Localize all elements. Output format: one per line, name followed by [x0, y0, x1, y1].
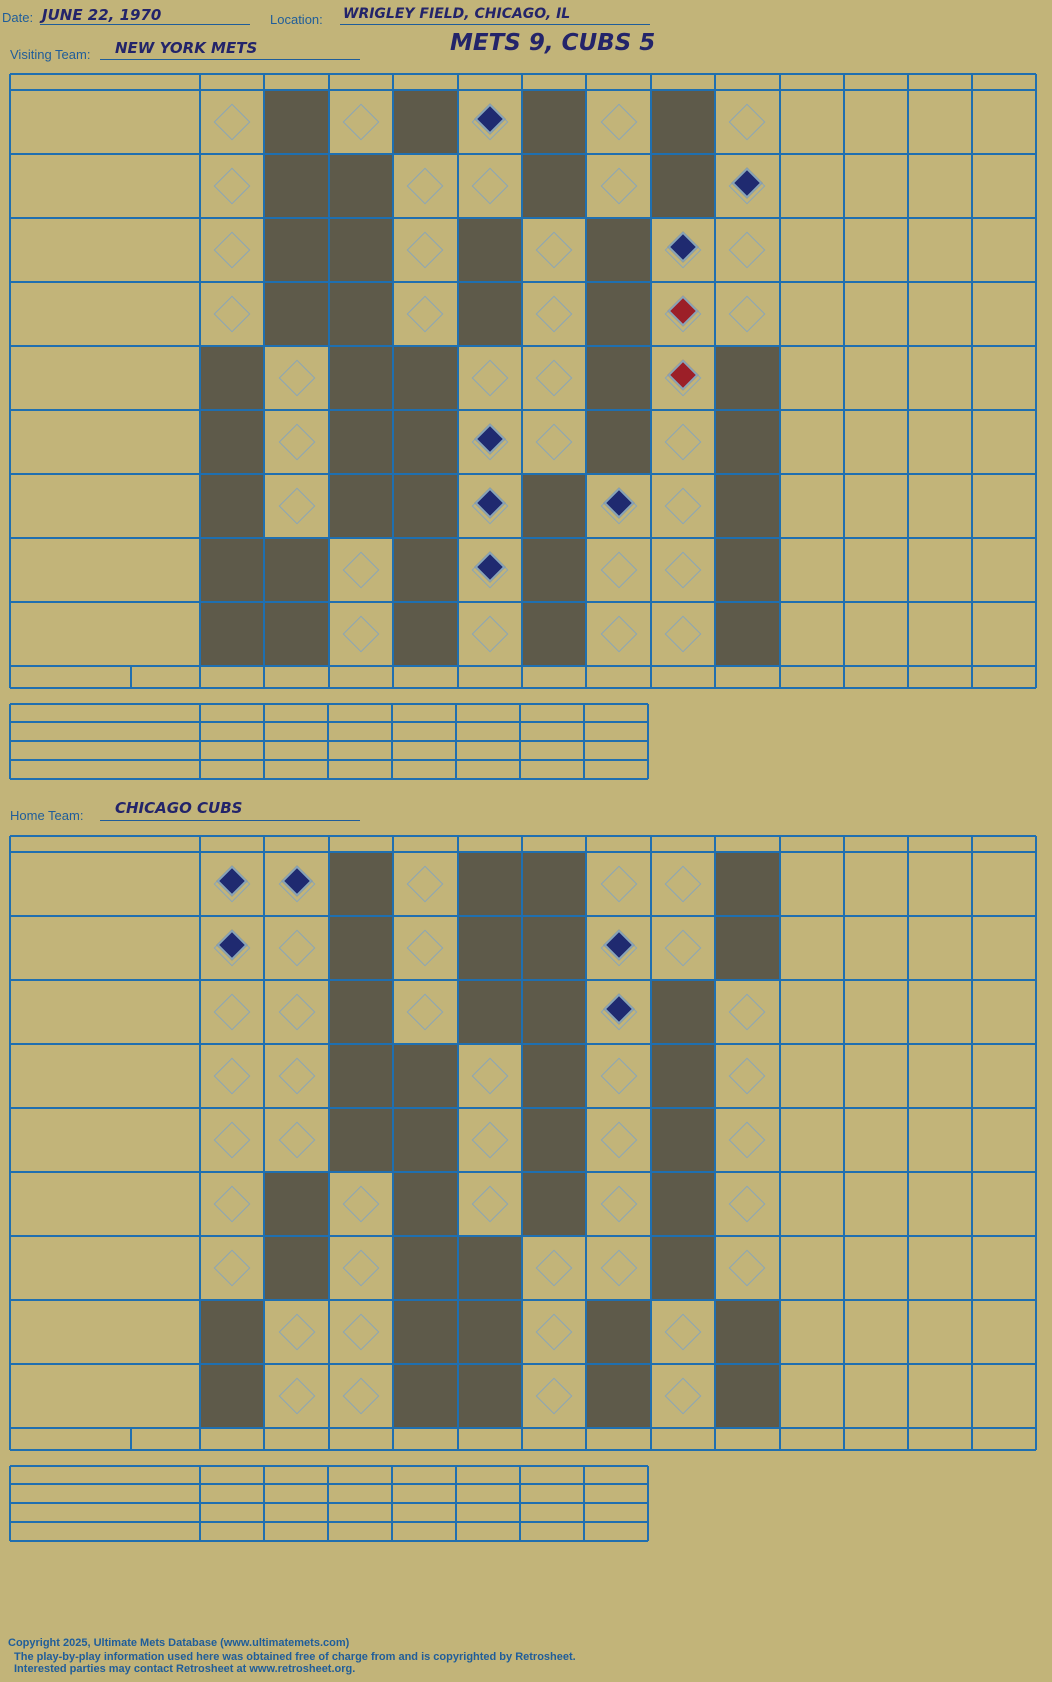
grid-line: [10, 721, 648, 723]
base-diamond: [665, 1378, 702, 1415]
grid-line: [10, 537, 1036, 539]
grid-line: [10, 153, 1036, 155]
grid-line: [457, 836, 459, 1450]
home-pitchers-table: [10, 1466, 648, 1541]
inactive-inning-cell: [393, 1044, 457, 1108]
inactive-inning-cell: [715, 1364, 779, 1428]
base-diamond: [665, 866, 702, 903]
inactive-inning-cell: [458, 1300, 522, 1364]
grid-line: [10, 915, 1036, 917]
base-diamond: [407, 930, 444, 967]
base-diamond: [278, 1314, 315, 1351]
inactive-inning-cell: [522, 602, 586, 666]
inactive-inning-cell: [586, 218, 650, 282]
grid-line: [843, 74, 845, 688]
inactive-inning-cell: [651, 1044, 715, 1108]
inactive-inning-cell: [264, 1172, 328, 1236]
inactive-inning-cell: [651, 154, 715, 218]
inactive-inning-cell: [264, 538, 328, 602]
inactive-inning-cell: [522, 90, 586, 154]
base-diamond: [536, 1378, 573, 1415]
base-diamond: [278, 1122, 315, 1159]
grid-line: [521, 74, 523, 688]
grid-line: [650, 836, 652, 1450]
base-diamond: [536, 424, 573, 461]
grid-line: [10, 473, 1036, 475]
date-label: Date:: [2, 10, 34, 25]
inactive-inning-cell: [264, 602, 328, 666]
grid-line: [130, 666, 132, 688]
inactive-inning-cell: [458, 1364, 522, 1428]
visiting-team-label: Visiting Team:: [10, 47, 91, 62]
inactive-inning-cell: [715, 602, 779, 666]
inactive-inning-cell: [522, 1108, 586, 1172]
base-diamond: [600, 1186, 637, 1223]
grid-line: [10, 759, 648, 761]
base-diamond: [343, 552, 380, 589]
grid-line: [971, 836, 973, 1450]
inactive-inning-cell: [522, 916, 586, 980]
base-diamond: [471, 1122, 508, 1159]
base-diamond: [214, 232, 251, 269]
grid-line: [9, 836, 11, 1450]
inactive-inning-cell: [522, 154, 586, 218]
inactive-inning-cell: [393, 1300, 457, 1364]
grid-line: [263, 74, 265, 688]
visiting-scorecard: [10, 74, 1036, 688]
inactive-inning-cell: [200, 346, 264, 410]
inactive-inning-cell: [393, 1236, 457, 1300]
base-diamond: [278, 1058, 315, 1095]
base-diamond: [278, 424, 315, 461]
grid-line: [10, 1540, 648, 1542]
grid-line: [907, 74, 909, 688]
grid-line: [10, 778, 648, 780]
grid-line: [843, 836, 845, 1450]
inactive-inning-cell: [393, 1172, 457, 1236]
base-diamond: [278, 994, 315, 1031]
home-scorecard: [10, 836, 1036, 1450]
base-diamond: [214, 1250, 251, 1287]
inactive-inning-cell: [651, 90, 715, 154]
base-diamond: [278, 360, 315, 397]
base-diamond: [343, 1250, 380, 1287]
base-diamond: [471, 1186, 508, 1223]
base-diamond: [729, 1250, 766, 1287]
base-diamond: [729, 1186, 766, 1223]
base-diamond: [600, 616, 637, 653]
inactive-inning-cell: [393, 410, 457, 474]
inactive-inning-cell: [329, 1108, 393, 1172]
inactive-inning-cell: [200, 474, 264, 538]
inactive-inning-cell: [200, 1300, 264, 1364]
grid-line: [1035, 74, 1037, 688]
grid-line: [10, 1483, 648, 1485]
footer-contact: Interested parties may contact Retrosheet at www.retrosheet.org.: [14, 1663, 356, 1675]
inactive-inning-cell: [715, 346, 779, 410]
base-diamond: [536, 232, 573, 269]
inactive-inning-cell: [329, 346, 393, 410]
inactive-inning-cell: [522, 474, 586, 538]
inactive-inning-cell: [715, 538, 779, 602]
base-diamond: [343, 1186, 380, 1223]
inactive-inning-cell: [715, 474, 779, 538]
base-diamond: [729, 1058, 766, 1095]
inactive-inning-cell: [586, 282, 650, 346]
base-diamond: [343, 616, 380, 653]
inactive-inning-cell: [458, 282, 522, 346]
base-diamond: [729, 296, 766, 333]
base-diamond: [214, 994, 251, 1031]
base-diamond: [278, 488, 315, 525]
grid-line: [10, 1502, 648, 1504]
grid-line: [10, 601, 1036, 603]
visiting-team-value: NEW YORK METS: [115, 39, 258, 57]
base-diamond: [407, 168, 444, 205]
grid-line: [521, 836, 523, 1450]
inactive-inning-cell: [329, 916, 393, 980]
grid-line: [10, 1465, 648, 1467]
base-diamond: [471, 360, 508, 397]
grid-line: [10, 1521, 648, 1523]
inactive-inning-cell: [264, 154, 328, 218]
inactive-inning-cell: [458, 916, 522, 980]
location-label: Location:: [270, 12, 323, 27]
inactive-inning-cell: [329, 282, 393, 346]
inactive-inning-cell: [651, 1236, 715, 1300]
base-diamond: [214, 1058, 251, 1095]
grid-line: [10, 979, 1036, 981]
base-diamond: [665, 1314, 702, 1351]
inactive-inning-cell: [715, 916, 779, 980]
base-diamond: [278, 930, 315, 967]
grid-line: [10, 1299, 1036, 1301]
grid-line: [10, 1235, 1036, 1237]
inactive-inning-cell: [329, 1044, 393, 1108]
grid-line: [10, 835, 1036, 837]
grid-line: [10, 1427, 1036, 1429]
inactive-inning-cell: [393, 538, 457, 602]
inactive-inning-cell: [264, 218, 328, 282]
base-diamond: [665, 488, 702, 525]
grid-line: [714, 836, 716, 1450]
home-team-label: Home Team:: [10, 808, 84, 823]
grid-line: [263, 836, 265, 1450]
base-diamond: [278, 1378, 315, 1415]
grid-line: [10, 1107, 1036, 1109]
visiting-pitchers-table: [10, 704, 648, 779]
base-diamond: [600, 104, 637, 141]
base-diamond: [214, 1122, 251, 1159]
grid-line: [10, 851, 1036, 853]
base-diamond: [214, 104, 251, 141]
base-diamond: [600, 168, 637, 205]
inactive-inning-cell: [458, 980, 522, 1044]
base-diamond: [407, 296, 444, 333]
grid-line: [10, 89, 1036, 91]
inactive-inning-cell: [393, 90, 457, 154]
inactive-inning-cell: [715, 852, 779, 916]
grid-line: [10, 703, 648, 705]
inactive-inning-cell: [393, 474, 457, 538]
grid-line: [1035, 836, 1037, 1450]
inactive-inning-cell: [586, 1300, 650, 1364]
grid-line: [650, 74, 652, 688]
grid-line: [10, 281, 1036, 283]
inactive-inning-cell: [200, 602, 264, 666]
base-diamond: [600, 1250, 637, 1287]
grid-line: [10, 1449, 1036, 1451]
base-diamond: [665, 552, 702, 589]
inactive-inning-cell: [586, 346, 650, 410]
grid-line: [585, 74, 587, 688]
base-diamond: [343, 1378, 380, 1415]
grid-line: [779, 836, 781, 1450]
base-diamond: [214, 296, 251, 333]
inactive-inning-cell: [329, 852, 393, 916]
grid-line: [907, 836, 909, 1450]
grid-line: [10, 1171, 1036, 1173]
home-team-value: CHICAGO CUBS: [115, 799, 243, 817]
inactive-inning-cell: [329, 980, 393, 1044]
inactive-inning-cell: [651, 1108, 715, 1172]
inactive-inning-cell: [522, 1044, 586, 1108]
inactive-inning-cell: [522, 1172, 586, 1236]
inactive-inning-cell: [586, 1364, 650, 1428]
base-diamond: [407, 866, 444, 903]
grid-line: [199, 74, 201, 688]
inactive-inning-cell: [264, 282, 328, 346]
grid-line: [328, 74, 330, 688]
inactive-inning-cell: [586, 410, 650, 474]
inactive-inning-cell: [200, 410, 264, 474]
inactive-inning-cell: [329, 474, 393, 538]
inactive-inning-cell: [651, 1172, 715, 1236]
inactive-inning-cell: [393, 602, 457, 666]
location-value: WRIGLEY FIELD, CHICAGO, IL: [343, 6, 571, 22]
base-diamond: [214, 168, 251, 205]
grid-line: [714, 74, 716, 688]
inactive-inning-cell: [329, 154, 393, 218]
grid-line: [130, 1428, 132, 1450]
base-diamond: [600, 866, 637, 903]
grid-line: [457, 74, 459, 688]
grid-line: [10, 1043, 1036, 1045]
grid-line: [392, 74, 394, 688]
inactive-inning-cell: [329, 410, 393, 474]
base-diamond: [536, 1314, 573, 1351]
inactive-inning-cell: [393, 1108, 457, 1172]
grid-line: [10, 409, 1036, 411]
inactive-inning-cell: [522, 980, 586, 1044]
base-diamond: [407, 994, 444, 1031]
inactive-inning-cell: [264, 90, 328, 154]
inactive-inning-cell: [715, 410, 779, 474]
base-diamond: [536, 1250, 573, 1287]
base-diamond: [407, 232, 444, 269]
base-diamond: [665, 930, 702, 967]
base-diamond: [536, 360, 573, 397]
base-diamond: [343, 1314, 380, 1351]
base-diamond: [729, 994, 766, 1031]
inactive-inning-cell: [200, 1364, 264, 1428]
base-diamond: [600, 552, 637, 589]
inactive-inning-cell: [393, 346, 457, 410]
inactive-inning-cell: [200, 538, 264, 602]
inactive-inning-cell: [522, 538, 586, 602]
base-diamond: [729, 232, 766, 269]
footer-retrosheet: The play-by-play information used here was obtained free of charge from and is copyrighted by Retrosheet.: [14, 1651, 576, 1663]
grid-line: [779, 74, 781, 688]
base-diamond: [214, 1186, 251, 1223]
inactive-inning-cell: [264, 1236, 328, 1300]
grid-line: [971, 74, 973, 688]
grid-line: [10, 217, 1036, 219]
grid-line: [10, 665, 1036, 667]
inactive-inning-cell: [458, 218, 522, 282]
inactive-inning-cell: [458, 1236, 522, 1300]
base-diamond: [536, 296, 573, 333]
grid-line: [585, 836, 587, 1450]
base-diamond: [600, 1058, 637, 1095]
footer-copyright: Copyright 2025, Ultimate Mets Database (www.ultimatemets.com): [8, 1637, 350, 1649]
base-diamond: [729, 104, 766, 141]
grid-line: [392, 836, 394, 1450]
inactive-inning-cell: [329, 218, 393, 282]
base-diamond: [600, 1122, 637, 1159]
date-value: JUNE 22, 1970: [42, 6, 162, 24]
base-diamond: [729, 1122, 766, 1159]
inactive-inning-cell: [458, 852, 522, 916]
base-diamond: [343, 104, 380, 141]
grid-line: [10, 345, 1036, 347]
grid-line: [199, 836, 201, 1450]
base-diamond: [665, 616, 702, 653]
inactive-inning-cell: [715, 1300, 779, 1364]
base-diamond: [471, 616, 508, 653]
score-title: METS 9, CUBS 5: [450, 30, 656, 56]
grid-line: [9, 74, 11, 688]
grid-line: [10, 1363, 1036, 1365]
inactive-inning-cell: [393, 1364, 457, 1428]
inactive-inning-cell: [522, 852, 586, 916]
grid-line: [10, 740, 648, 742]
inactive-inning-cell: [651, 980, 715, 1044]
base-diamond: [471, 168, 508, 205]
grid-line: [10, 73, 1036, 75]
grid-line: [328, 836, 330, 1450]
base-diamond: [471, 1058, 508, 1095]
grid-line: [10, 687, 1036, 689]
base-diamond: [665, 424, 702, 461]
